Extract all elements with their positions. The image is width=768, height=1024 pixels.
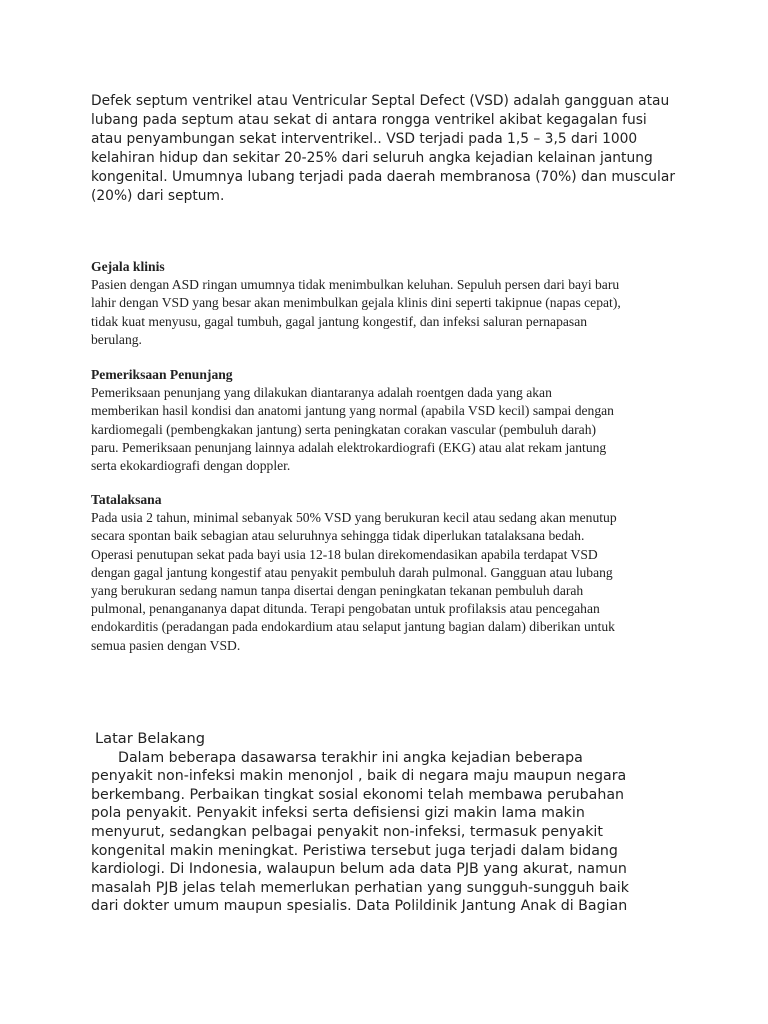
section-latar-belakang [91,730,701,916]
section-line: Pasien dengan ASD ringan umumnya tidak menimbulkan keluhan. Sepuluh persen dari bayi baru [91,277,620,293]
section-gejala-klinis [91,258,691,349]
section-tatalaksana [91,491,691,655]
section-heading: Pemeriksaan Penunjang [91,367,233,382]
section-line: masalah PJB jelas telah memerlukan perhatian yang sungguh-sungguh baik [91,879,629,896]
section-line: tidak kuat menyusu, gagal tumbuh, gagal jantung kongestif, dan infeksi saluran pernapasan [91,313,588,329]
section-heading: Gejala klinis [91,259,165,274]
intro-line: Defek septum ventrikel atau Ventricular Septal Defect (VSD) adalah gangguan atau [91,93,670,109]
section-line: menyurut, sedangkan pelbagai penyakit non-infeksi, termasuk penyakit [91,823,603,840]
section-line: kardiologi. Di Indonesia, walaupun belum ada data PJB yang akurat, namun [91,861,627,878]
section-heading: Tatalaksana [91,492,162,507]
section-line: endokarditis (peradangan pada endokardium atau selaput jantung bagian dalam) diberikan untuk [91,619,615,635]
section-line: Pemeriksaan penunjang yang dilakukan diantaranya adalah roentgen dada yang akan [91,385,552,401]
intro-line: atau penyambungan sekat interventrikel.. VSD terjadi pada 1,5 – 3,5 dari 1000 [91,131,638,148]
section-line: dengan gagal jantung kongestif atau penyakit pembuluh darah pulmonal. Gangguan atau lubang [91,564,613,580]
section-line: Pada usia 2 tahun, minimal sebanyak 50% VSD yang berukuran kecil atau sedang akan menutup [91,510,617,526]
intro-line: (20%) dari septum. [91,188,225,205]
section-line: semua pasien dengan VSD. [91,637,241,653]
section-line: kardiomegali (pembengkakan jantung) serta peningkatan corakan vascular (pembuluh darah) [91,421,597,437]
section-heading: Latar Belakang [95,730,206,747]
section-line: berkembang. Perbaikan tingkat sosial ekonomi telah membawa perubahan [91,786,625,803]
section-line: secara spontan baik sebagian atau seluruhnya sehingga tidak diperlukan tatalaksana bedah. [91,528,585,544]
intro-line: kongenital. Umumnya lubang terjadi pada daerah membranosa (70%) dan muscular [91,169,676,186]
section-line: berulang. [91,331,142,347]
section-line: paru. Pemeriksaan penunjang lainnya adalah elektrokardiografi (EKG) atau alat rekam jantung [91,439,607,455]
section-line: Operasi penutupan sekat pada bayi usia 12-18 bulan direkomendasikan apabila terdapat VSD [91,546,598,562]
section-line: dari dokter umum maupun spesialis. Data Polildinik Jantung Anak di Bagian [91,898,628,915]
intro-line: lubang pada septum atau sekat di antara rongga ventrikel akibat kegagalan fusi [91,112,647,129]
section-line: serta ekokardiografi dengan doppler. [91,458,291,474]
intro-paragraph [91,92,691,207]
section-line: memberikan hasil kondisi dan anatomi jantung yang normal (apabila VSD kecil) sampai dengan [91,403,614,419]
section-line: yang berukuran sedang namun tanpa disertai dengan peningkatan tekanan pembuluh darah [91,583,584,599]
intro-line: kelahiran hidup dan sekitar 20-25% dari seluruh angka kejadian kelainan jantung [91,150,653,167]
section-line: kongenital makin meningkat. Peristiwa tersebut juga terjadi dalam bidang [91,842,618,859]
section-line: lahir dengan VSD yang besar akan menimbulkan gejala klinis dini seperti takipnue (napas cepat), [91,295,621,311]
section-line: pulmonal, penangananya dapat ditunda. Terapi pengobatan untuk profilaksis atau pencegahan [91,601,600,617]
section-line: Dalam beberapa dasawarsa terakhir ini angka kejadian beberapa [91,749,583,766]
section-line: pola penyakit. Penyakit infeksi serta defisiensi gizi makin lama makin [91,805,585,822]
section-line: penyakit non-infeksi makin menonjol , baik di negara maju maupun negara [91,768,627,785]
section-pemeriksaan-penunjang [91,366,691,475]
